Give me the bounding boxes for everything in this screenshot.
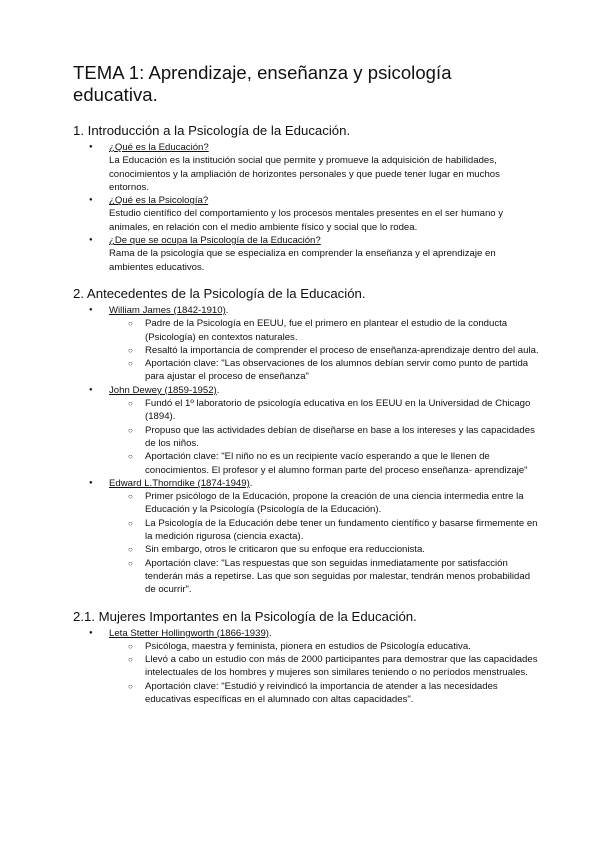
section-heading: 2. Antecedentes de la Psicología de la Educación. [73,285,366,301]
sub-list-item: ○ Llevó a cabo un estudio con más de 2000 participantes para demostrar que las capacidades intelectuales de los hombres y mujeres son similares teniendo o no períodos menstruales. [109,653,540,680]
section-antecedentes [73,286,540,597]
sub-list-item: ○ Primer psicólogo de la Educación, propone la creación de una ciencia intermedia entre la Educación y la Psicología (Psicología de la Educación). [109,490,540,517]
section-heading: 2.1. Mujeres Importantes en la Psicología de la Educación. [73,608,417,624]
sub-list-item: ○ Aportación clave: "Estudió y reivindicó la importancia de atender a las necesidades educativas específicas en el alumnado con altas capacidades". [109,680,540,707]
sub-list-item: ○ Sin embargo, otros le criticaron que su enfoque era reduccionista. [109,543,540,556]
list-item [73,234,540,274]
sub-list-item: ○ Aportación clave: "Las observaciones de los alumnos debían servir como punto de partida para ajustar el proceso de enseñanza" [109,357,540,384]
list-item [73,194,540,234]
list-item: ● Edward L.Thorndike (1874-1949). ○ Primer psicólogo de la Educación, propone la creación de una ciencia intermedia entre la Educación y la Psicología (Psicología de la Educación). ○ La Psicología de la Educación debe tener un fundamento científico y basarse firmemente en la medición rigurosa (ciencia exacta). ○ Sin embargo, otros le criticaron que su enfoque era reduccionista. ○ Aportación clave: "Las respuestas que son seguidas inmediatamente por satisfacción tenderán más a repetirse. Las que son seguidas por malestar, tendrán menos probabilidad de ocurrir". [73,477,540,597]
answer-text: Rama de la psicología que se especializa en comprender la enseñanza y el aprendizaje en ambientes educativos. [109,248,496,273]
person-link-leta-hollingworth[interactable]: Leta Stetter Hollingworth (1866-1939) [109,627,269,639]
sub-list-item: ○ Padre de la Psicología en EEUU, fue el primero en plantear el estudio de la conducta (Psicología) en contextos naturales. [109,317,540,344]
person-link-william-james[interactable]: William James (1842-1910) [109,304,226,316]
page-title: TEMA 1: Aprendizaje, enseñanza y psicología educativa. [73,62,452,105]
person-link-john-dewey[interactable]: John Dewey (1859-1952) [109,384,217,396]
sub-list-item: ○ Psicóloga, maestra y feminista, pionera en estudios de Psicología educativa. [109,640,540,653]
section-introduction [73,123,540,274]
question-link[interactable]: ¿Qué es la Psicología? [109,195,209,207]
sub-list-item: ○ Aportación clave: "Las respuestas que son seguidas inmediatamente por satisfacción tenderán más a repetirse. Las que son seguidas por malestar, tendrán menos probabilidad de ocurrir". [109,557,540,597]
list-item: ● Leta Stetter Hollingworth (1866-1939). ○ Psicóloga, maestra y feminista, pionera en estudios de Psicología educativa. ○ Llevó a cabo un estudio con más de 2000 participantes para demostrar que las capacidades intelectuales de los hombres y mujeres son similares teniendo o no períodos menstruales. ○ Aportación clave: "Estudió y reivindicó la importancia de atender a las necesidades educativas específicas en el alumnado con altas capacidades". [73,627,540,707]
list-item: ● William James (1842-1910). ○ Padre de la Psicología en EEUU, fue el primero en plantear el estudio de la conducta (Psicología) en contextos naturales. ○ Resaltó la importancia de comprender el proceso de enseñanza-aprendizaje dentro del aula. ○ Aportación clave: "Las observaciones de los alumnos debían servir como punto de partida para ajustar el proceso de enseñanza" [73,304,540,384]
answer-text: La Educación es la institución social que permite y promueve la adquisición de habilidades, conocimientos y la ampliación de horizontes personales y que puede tener lugar en muchos entornos. [109,155,500,193]
question-link[interactable]: ¿Qué es la Educación? [109,142,209,153]
sub-list-item: ○ Fundó el 1º laboratorio de psicología educativa en los EEUU en la Universidad de Chicago (1894). [109,397,540,424]
section-heading: 1. Introducción a la Psicología de la Educación. [73,123,351,138]
sub-list-item: ○ Resaltó la importancia de comprender el proceso de enseñanza-aprendizaje dentro del aula. [109,344,540,357]
sub-list-item: ○ Aportación clave: "El niño no es un recipiente vacío esperando a que le llenen de conocimientos. El profesor y el alumno forman parte del proceso enseñanza- aprendizaje" [109,450,540,477]
list-item [73,141,540,194]
list-item: ● John Dewey (1859-1952). ○ Fundó el 1º laboratorio de psicología educativa en los EEUU en la Universidad de Chicago (1894). ○ Propuso que las actividades debían de diseñarse en base a los intereses y las capacidades de los niños. ○ Aportación clave: "El niño no es un recipiente vacío esperando a que le llenen de conocimientos. El profesor y el alumno forman parte del proceso enseñanza- aprendizaje" [73,384,540,477]
sub-list-item: ○ Propuso que las actividades debían de diseñarse en base a los intereses y las capacidades de los niños. [109,424,540,451]
sub-list-item: ○ La Psicología de la Educación debe tener un fundamento científico y basarse firmemente en la medición rigurosa (ciencia exacta). [109,517,540,544]
question-link[interactable]: ¿De que se ocupa la Psicología de la Educación? [109,235,321,247]
section-mujeres-importantes [73,609,540,707]
answer-text: Estudio científico del comportamiento y los procesos mentales presentes en el ser humano y animales, en relación con el medio ambiente físico y social que lo rodea. [109,208,504,233]
person-link-edward-thorndike[interactable]: Edward L.Thorndike (1874-1949) [109,477,250,489]
